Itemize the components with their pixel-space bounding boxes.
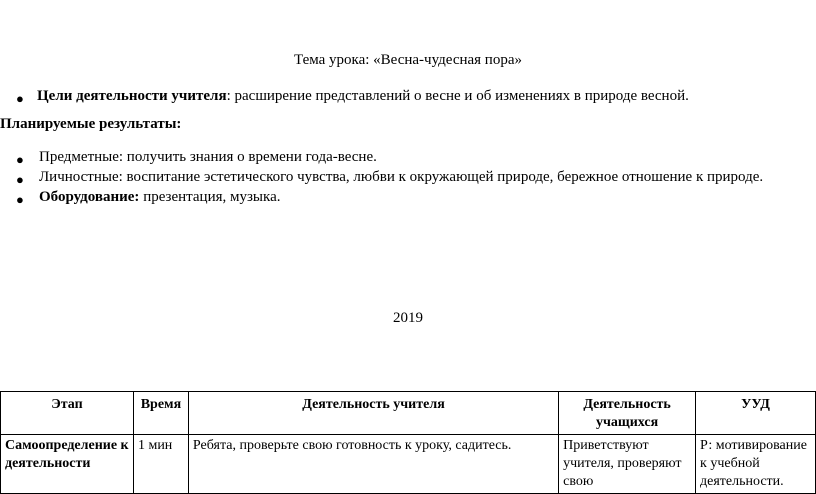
lesson-plan-table	[0, 391, 816, 494]
bullet-icon: ●	[16, 192, 24, 207]
result-text: Предметные: получить знания о времени года-весне.	[39, 149, 377, 165]
result-item-equipment	[39, 189, 280, 206]
table-header-row	[1, 392, 816, 435]
goals-line	[37, 88, 689, 105]
cell-student-activity: Приветствуют учителя, проверяют свою	[559, 435, 696, 494]
bullet-icon: ●	[16, 152, 24, 167]
bullet-icon: ●	[16, 172, 24, 187]
header-time: Время	[133, 392, 188, 435]
cell-stage: Самоопределение к деятельности	[1, 435, 134, 494]
result-text: Личностные: воспитание эстетического чувства, любви к окружающей природе, бережное отношение к природе.	[39, 169, 764, 185]
goals-label: Цели деятельности учителя	[37, 88, 227, 104]
lesson-title: Тема урока: «Весна-чудесная пора»	[294, 52, 522, 68]
header-stage: Этап	[1, 392, 134, 435]
cell-teacher-activity: Ребята, проверьте свою готовность к уроку, садитесь.	[188, 435, 558, 494]
header-student-activity: Деятельность учащихся	[559, 392, 696, 435]
results-heading: Планируемые результаты:	[0, 116, 182, 132]
cell-uud: Р: мотивирование к учебной деятельности.	[696, 435, 816, 494]
table-row	[1, 435, 816, 494]
cell-time: 1 мин	[133, 435, 188, 494]
result-item-subject	[39, 149, 377, 166]
result-item-personal	[39, 169, 763, 186]
equipment-text: презентация, музыка.	[139, 189, 281, 205]
header-teacher-activity: Деятельность учителя	[188, 392, 558, 435]
bullet-icon: ●	[16, 91, 24, 106]
equipment-label: Оборудование:	[39, 189, 140, 205]
goals-text: : расширение представлений о весне и об изменениях в природе весной.	[226, 88, 689, 104]
header-uud: УУД	[696, 392, 816, 435]
year: 2019	[393, 310, 423, 326]
